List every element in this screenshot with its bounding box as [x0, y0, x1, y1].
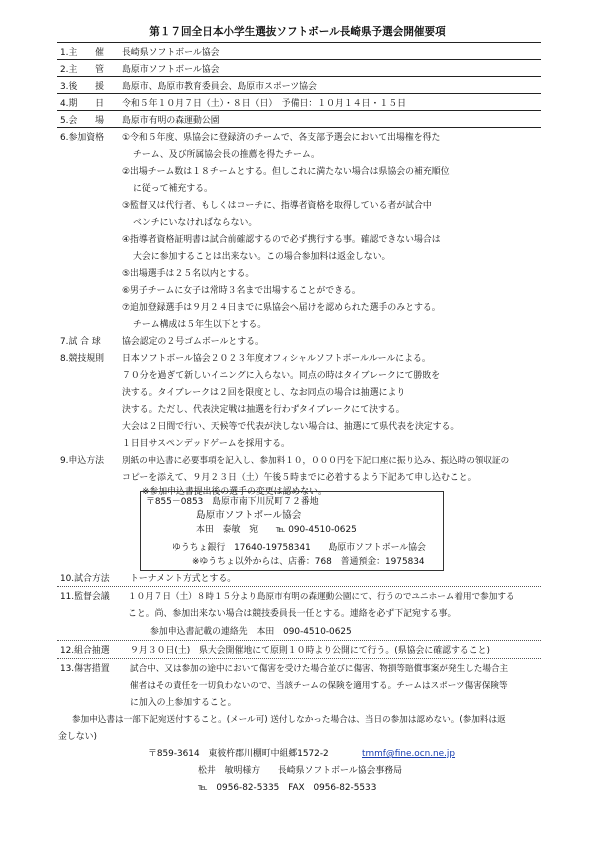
row-divider	[57, 93, 541, 94]
eligibility-line: に従って補充する。	[133, 184, 213, 194]
meeting-line: １０月７日（土）８時１５分より島原市有明の森運動公園にて、行うのでユニホーム着用で参加する	[128, 592, 515, 602]
item-number: 11.監督会議	[60, 592, 110, 602]
row-divider	[57, 76, 541, 77]
application-line: ※参加申込書提出後の選手の変更は認めない。	[142, 487, 327, 497]
title-rule	[57, 42, 541, 43]
rules-line: 日本ソフトボール協会２０２３年度オフィシャルソフトボールルールによる。	[122, 354, 431, 364]
item-text: 長崎県ソフトボール協会	[122, 48, 220, 58]
meeting-line: こと。尚、参加出来ない場合は競技委員長一任とする。連絡を必ず下記宛する事。	[128, 609, 457, 619]
dotted-divider	[57, 658, 541, 659]
bank-account-other: ※ゆうちょ以外からは、店番：768 普通預金：1975834	[192, 557, 425, 567]
rules-line: 決する。ただし、代表決定戦は抽選を行わずタイブレークにて決する。	[122, 405, 405, 415]
eligibility-line: ベンチにいなければならない。	[133, 218, 258, 228]
item-text: 島原市ソフトボール協会	[122, 65, 220, 75]
item-text: 島原市、島原市教育委員会、島原市スポーツ協会	[122, 82, 317, 92]
submission-notice: 参加申込書は一部下記宛送付すること。(メール可) 送付しなかった場合は、当日の参加は認めない。(参加料は返	[72, 715, 506, 725]
item-number: 2.主 管	[60, 65, 104, 75]
eligibility-line: 大会に参加することは出来ない。この場合参加料は返金しない。	[133, 252, 391, 262]
item-number: 9.申込方法	[60, 456, 104, 466]
dotted-divider	[57, 586, 541, 587]
item-number: 7.試 合 球	[60, 337, 101, 347]
item-number: 13.傷害措置	[60, 664, 110, 674]
bank-account: ゆうちょ銀行 17640-19758341 島原市ソフトボール協会	[172, 543, 426, 553]
item-number: 6.参加資格	[60, 133, 104, 143]
item-number: 5.会 場	[60, 116, 104, 126]
rules-line: １日目サスペンデッドゲームを採用する。	[122, 439, 290, 449]
eligibility-line: ①令和５年度、県協会に登録済のチームで、各支部予選会において出場権を得た	[122, 133, 441, 143]
injury-line: 催者はその責任を一切負わないので、当該チームの保険を適用する。チームはスポーツ傷害保険等	[130, 681, 508, 691]
application-line: 別紙の申込書に必要事項を記入し、参加料１０，０００円を下記口座に振り込み、振込時の領収証の	[122, 456, 510, 466]
eligibility-line: チーム、及び所属協会長の推薦を得たチーム。	[133, 150, 320, 160]
eligibility-line: チーム構成は５年生以下とする。	[133, 320, 267, 330]
eligibility-line: ④指導者資格証明書は試合前確認するので必ず携行する事。確認できない場合は	[122, 235, 441, 245]
eligibility-line: ②出場チーム数は１８チームとする。但しこれに満たない場合は県協会の補充順位	[122, 167, 450, 177]
item-text: 協会認定の２号ゴムボールとする。	[122, 337, 264, 347]
item-text: 令和５年１０月７日（土）・８日（日） 予備日：１０月１４日・１５日	[122, 99, 406, 109]
rules-line: 大会は２日間で行い、天候等で代表が決しない場合は、抽選にて県代表を決定する。	[122, 422, 460, 432]
rules-line: 決する。タイブレークは２回を限度とし、なお同点の場合は抽選により	[122, 388, 406, 398]
meeting-line: 参加申込書記載の連絡先 本田 090-4510-0625	[150, 627, 352, 637]
item-number: 8.競技規則	[60, 354, 104, 364]
footer-address: 〒859-3614 東彼杵郡川棚町中組郷1572-2	[148, 749, 329, 759]
eligibility-line: ⑦追加登録選手は９月２４日までに県協会へ届けを認められた選手のみとする。	[122, 303, 441, 313]
item-number: 3.後 援	[60, 82, 104, 92]
document-title: 第１７回全日本小学生選抜ソフトボール長崎県予選会開催要項	[149, 26, 446, 38]
item-number: 10.試合方法	[60, 574, 110, 584]
item-text: 島原市有明の森運動公園	[122, 116, 220, 126]
item-text: トーナメント方式とする。	[130, 574, 237, 584]
row-divider	[57, 127, 541, 128]
item-number: 12.組合抽選	[60, 646, 110, 656]
application-line: コピーを添えて、９月２３日（土）午後５時までに必着するよう下記あて申し込むこと。	[122, 473, 477, 483]
item-text: ９月３０日(土) 県大会開催地にて原則１０時より公開にて行う。(県協会に確認すること)	[130, 646, 490, 656]
row-divider	[57, 59, 541, 60]
eligibility-line: ⑥男子チームに女子は常時３名まで出場することができる。	[122, 286, 361, 296]
injury-line: に加入の上参加すること。	[130, 698, 237, 708]
submission-notice: 金しない)	[58, 732, 97, 742]
eligibility-line: ⑤出場選手は２５名以内とする。	[122, 269, 255, 279]
footer-email-link[interactable]: tmmf@fine.ocn.ne.jp	[362, 749, 456, 759]
footer-office: 松井 敏明様方 長崎県ソフトボール協会事務局	[198, 766, 402, 776]
association-name: 島原市ソフトボール協会	[196, 510, 302, 521]
footer-phone: ℡ 0956-82-5335 FAX 0956-82-5533	[198, 783, 377, 793]
eligibility-line: ③監督又は代行者、もしくはコーチに、指導者資格を取得している者が試合中	[122, 201, 432, 211]
row-divider	[57, 110, 541, 111]
item-number: 1.主 催	[60, 48, 104, 58]
item-number: 4.期 日	[60, 99, 104, 109]
postal-address: 〒855－0853 島原市南下川尻町７２番地	[146, 497, 319, 507]
dotted-divider	[57, 640, 541, 641]
injury-line: 試合中、又は参加の途中において傷害を受けた場合並びに傷害、物損等賠償事案が発生した場合主	[130, 664, 509, 674]
contact-person: 本田 泰敏 宛 ℡ 090-4510-0625	[196, 525, 357, 535]
rules-line: ７０分を過ぎて新しいイニングに入らない。同点の時はタイブレークにて勝敗を	[122, 371, 441, 381]
